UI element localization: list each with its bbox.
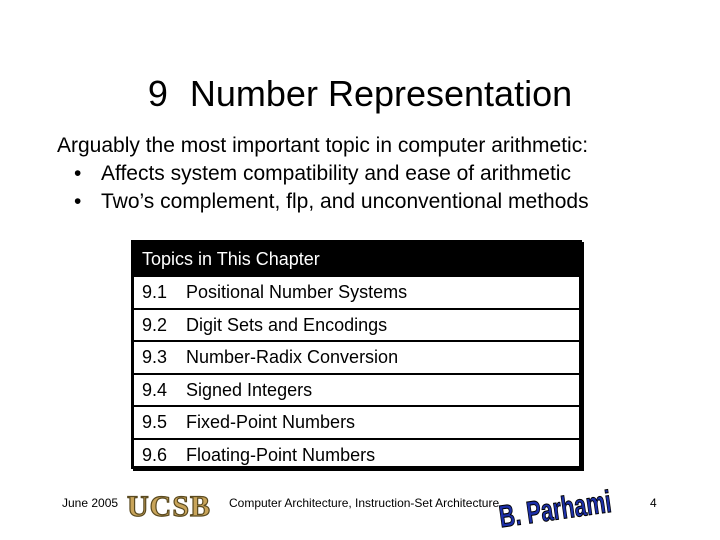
topic-row <box>134 275 579 308</box>
bullet-dot: • <box>74 162 82 185</box>
page-number: 4 <box>650 496 657 510</box>
topic-row <box>134 340 579 373</box>
topic-number: 9.5 <box>142 412 168 432</box>
chapter-number: 9 <box>147 73 168 114</box>
author-signature-logo <box>496 484 614 535</box>
footer-course-title: Computer Architecture, Instruction-Set Architecture <box>229 496 500 510</box>
topic-row <box>134 438 579 471</box>
topic-number: 9.4 <box>142 379 168 400</box>
intro-text: Arguably the most important topic in computer arithmetic: <box>57 134 589 157</box>
slide-title <box>0 72 720 116</box>
topics-table <box>131 240 582 469</box>
topic-row <box>134 373 579 406</box>
ucsb-logo-text: UCSB <box>126 490 212 523</box>
topics-header: Topics in This Chapter <box>134 243 579 275</box>
topic-label: Number-Radix Conversion <box>186 347 399 367</box>
topic-row <box>134 405 579 438</box>
signature-text: B. Parhami <box>496 484 614 535</box>
topic-number: 9.2 <box>142 314 168 335</box>
topic-number: 9.3 <box>142 347 168 367</box>
chapter-title: Number Representation <box>189 73 573 114</box>
topic-label: Fixed-Point Numbers <box>186 412 356 432</box>
topic-label: Digit Sets and Encodings <box>186 314 388 335</box>
bullet-dot: • <box>74 190 82 213</box>
bullet-item: • Two’s complement, flp, and unconventional methods <box>74 188 589 216</box>
ucsb-logo <box>123 488 215 522</box>
topic-number: 9.1 <box>142 282 168 302</box>
bullet-item: • Affects system compatibility and ease of arithmetic <box>74 160 589 188</box>
topic-label: Positional Number Systems <box>186 282 408 302</box>
footer-date: June 2005 <box>62 496 119 510</box>
topic-row <box>134 308 579 341</box>
bullet-list <box>74 160 589 216</box>
topic-number: 9.6 <box>142 444 168 465</box>
topic-label: Floating-Point Numbers <box>186 444 376 465</box>
topic-label: Signed Integers <box>186 379 313 400</box>
